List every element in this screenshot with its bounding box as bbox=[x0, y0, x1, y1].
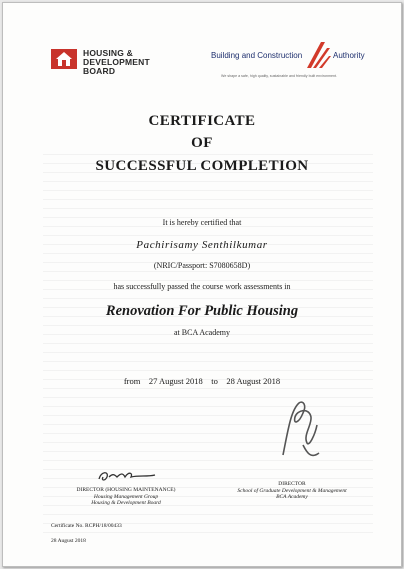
recipient-name: Pachirisamy Senthilkumar bbox=[136, 239, 268, 251]
certificate-number: Certificate No. RCPH/18/00433 bbox=[51, 523, 122, 529]
hdb-line2: DEVELOPMENT bbox=[83, 57, 150, 67]
right-signature-icon bbox=[273, 395, 333, 465]
hdb-line3: BOARD bbox=[83, 66, 116, 76]
right-signatory-title: DIRECTOR bbox=[278, 481, 306, 487]
security-watermark bbox=[43, 153, 373, 533]
course-name: Renovation For Public Housing bbox=[105, 303, 299, 319]
title-line3: SUCCESSFUL COMPLETION bbox=[95, 158, 309, 174]
left-signatory-org: Housing & Development Board bbox=[91, 500, 161, 506]
date-from: 27 August 2018 bbox=[148, 376, 203, 386]
passed-text: has successfully passed the course work assessments in bbox=[113, 282, 291, 291]
hdb-logo-icon bbox=[49, 47, 79, 71]
left-signature-icon bbox=[95, 465, 159, 485]
left-signatory bbox=[51, 487, 201, 507]
date-range bbox=[3, 376, 401, 386]
left-signatory-group: Housing Management Group bbox=[93, 493, 159, 500]
right-signatory-org: BCA Academy bbox=[276, 494, 308, 500]
id-line: (NRIC/Passport: S7080658D) bbox=[153, 261, 251, 270]
certified-text: It is hereby certified that bbox=[162, 218, 242, 227]
certificate-page bbox=[2, 2, 402, 567]
hdb-line1: HOUSING & bbox=[83, 48, 133, 58]
date-from-label: from bbox=[123, 376, 141, 386]
bca-tagline: We shape a safe, high quality, sustainable and friendly built environment. bbox=[221, 74, 337, 78]
date-to-label: to bbox=[211, 376, 218, 386]
right-signatory bbox=[217, 481, 367, 501]
bca-name: Building and Construction bbox=[211, 51, 303, 60]
issue-date: 28 August 2018 bbox=[51, 538, 86, 544]
title-line1: CERTIFICATE bbox=[148, 113, 256, 129]
bca-logo-icon bbox=[303, 38, 333, 72]
right-signatory-school: School of Graduate Development & Management bbox=[237, 487, 347, 494]
date-to: 28 August 2018 bbox=[226, 376, 281, 386]
hdb-logo-text bbox=[83, 49, 150, 76]
title-line2: OF bbox=[191, 135, 213, 151]
bca-authority: Authority bbox=[333, 51, 365, 60]
left-signatory-title: DIRECTOR (HOUSING MAINTENANCE) bbox=[76, 487, 176, 493]
venue: at BCA Academy bbox=[174, 328, 230, 337]
